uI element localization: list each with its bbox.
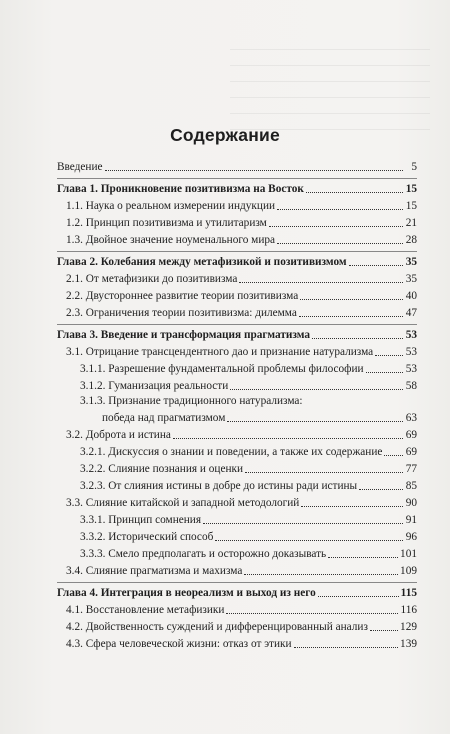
toc-entry	[57, 196, 417, 213]
toc-page-number: 91	[405, 514, 417, 526]
toc-entry-text: 4.2. Двойственность суждений и дифференцированный анализ	[66, 621, 368, 633]
toc-page-number: 28	[405, 234, 417, 246]
dot-leader	[384, 455, 403, 456]
dot-leader	[349, 265, 403, 266]
toc-page-number: 15	[405, 183, 417, 195]
dot-leader	[230, 389, 403, 390]
toc-entry-text: 2.2. Двустороннее развитие теории позитивизма	[66, 290, 299, 302]
toc-chapter	[57, 325, 417, 342]
dot-leader	[277, 209, 403, 210]
dot-leader	[318, 596, 399, 597]
toc-entry-text: 3.4. Слияние прагматизма и махизма	[66, 565, 243, 577]
dot-leader	[375, 355, 403, 356]
toc-entry	[57, 269, 417, 286]
dot-leader	[244, 574, 398, 575]
toc-entry-text: 3.2. Доброта и истина	[66, 429, 171, 441]
toc-chapter	[57, 252, 417, 269]
toc-entry-text: 1.3. Двойное значение ноуменального мира	[66, 234, 276, 246]
toc-entry-text: 3.1.2. Гуманизация реальности	[80, 380, 229, 392]
toc-page-number: 53	[405, 329, 417, 341]
toc-entry-text: 3.1.1. Разрешение фундаментальной проблемы философии	[80, 363, 364, 375]
toc-entry-text: Глава 1. Проникновение позитивизма на Восток	[57, 183, 304, 195]
dot-leader	[299, 316, 403, 317]
toc-entry	[57, 561, 417, 578]
page-title: Содержание	[170, 125, 280, 145]
dot-leader	[173, 438, 403, 439]
toc-page-number: 53	[405, 363, 417, 375]
toc-entry	[57, 425, 417, 442]
toc-page-number: 40	[405, 290, 417, 302]
toc-entry	[57, 376, 417, 393]
dot-leader	[269, 226, 403, 227]
toc-page-number: 109	[400, 565, 417, 577]
toc-entry	[57, 157, 417, 174]
dot-leader	[239, 282, 403, 283]
toc-entry-text: 2.3. Ограничения теории позитивизма: дилемма	[66, 307, 297, 319]
dot-leader	[312, 338, 403, 339]
toc-entry-text: Глава 4. Интеграция в неореализм и выход из него	[57, 587, 316, 599]
toc-entry-text: победа над прагматизмом	[102, 412, 226, 424]
toc-page-number: 63	[405, 412, 417, 424]
toc-chapter	[57, 583, 417, 600]
toc-entry-text: 3.3.1. Принцип сомнения	[80, 514, 202, 526]
dot-leader	[245, 472, 403, 473]
toc-entry-text: Глава 2. Колебания между метафизикой и позитивизмом	[57, 256, 347, 268]
toc-entry	[57, 230, 417, 247]
toc-page-number: 101	[400, 548, 417, 560]
toc-entry-text: 3.1.3. Признание традиционного натурализма:	[80, 395, 303, 407]
dot-leader	[277, 243, 403, 244]
toc-entry	[57, 286, 417, 303]
toc-entry	[57, 359, 417, 376]
toc-page-number: 69	[405, 429, 417, 441]
toc-entry-text: 3.1. Отрицание трансцендентного дао и признание натурализма	[66, 346, 374, 358]
toc-page-number: 21	[405, 217, 417, 229]
toc-page-number: 5	[411, 161, 417, 173]
toc-page-number: 90	[405, 497, 417, 509]
toc-entry-text: 3.2.1. Дискуссия о знании и поведении, а также их содержание	[80, 446, 383, 458]
toc-entry-text: Введение	[57, 161, 103, 173]
dot-leader	[300, 299, 403, 300]
toc-entry-text: 1.2. Принцип позитивизма и утилитаризм	[66, 217, 267, 229]
toc-page-number: 96	[405, 531, 417, 543]
toc-entry-text: 3.3.3. Смело предполагать и осторожно доказывать	[80, 548, 327, 560]
toc-entry	[57, 213, 417, 230]
toc-entry	[57, 459, 417, 476]
dot-leader	[366, 372, 403, 373]
toc-page-number: 53	[405, 346, 417, 358]
dot-leader	[203, 523, 403, 524]
toc-entry-text: 4.1. Восстановление метафизики	[66, 604, 225, 616]
dot-leader	[370, 630, 398, 631]
toc-entry	[57, 544, 417, 561]
dot-leader	[301, 506, 403, 507]
toc-chapter	[57, 179, 417, 196]
toc-page-number: 47	[405, 307, 417, 319]
toc-page-number: 69	[405, 446, 417, 458]
dot-leader	[359, 489, 403, 490]
toc-entry	[57, 617, 417, 634]
toc-entry	[57, 442, 417, 459]
toc-page-number: 115	[400, 587, 417, 599]
dot-leader	[306, 192, 403, 193]
toc-entry-continuation	[57, 408, 417, 425]
toc-page-number: 129	[400, 621, 417, 633]
table-of-contents	[57, 157, 417, 651]
dot-leader	[328, 557, 398, 558]
dot-leader	[227, 421, 403, 422]
toc-entry	[57, 493, 417, 510]
toc-entry-text: Глава 3. Введение и трансформация прагматизма	[57, 329, 311, 341]
toc-entry	[57, 510, 417, 527]
toc-page-number: 58	[405, 380, 417, 392]
toc-page-number: 77	[405, 463, 417, 475]
toc-entry	[57, 527, 417, 544]
toc-page-number: 35	[405, 256, 417, 268]
toc-entry	[57, 600, 417, 617]
toc-entry	[57, 634, 417, 651]
toc-page-number: 85	[405, 480, 417, 492]
toc-page-number: 15	[405, 200, 417, 212]
toc-entry-text: 1.1. Наука о реальном измерении индукции	[66, 200, 276, 212]
toc-entry-text: 4.3. Сфера человеческой жизни: отказ от этики	[66, 638, 292, 650]
dot-leader	[105, 170, 403, 171]
dot-leader	[226, 613, 398, 614]
toc-page-number: 139	[400, 638, 417, 650]
toc-entry-text: 3.3.2. Исторический способ	[80, 531, 214, 543]
toc-entry	[57, 476, 417, 493]
toc-entry	[57, 393, 417, 408]
toc-entry-text: 3.2.2. Слияние познания и оценки	[80, 463, 244, 475]
dot-leader	[294, 647, 398, 648]
toc-entry	[57, 303, 417, 320]
toc-page-number: 35	[405, 273, 417, 285]
toc-page-number: 116	[400, 604, 417, 616]
dot-leader	[215, 540, 403, 541]
toc-entry-text: 2.1. От метафизики до позитивизма	[66, 273, 238, 285]
toc-entry	[57, 342, 417, 359]
toc-entry-text: 3.3. Слияние китайской и западной методологий	[66, 497, 300, 509]
toc-entry-text: 3.2.3. От слияния истины в добре до истины ради истины	[80, 480, 358, 492]
